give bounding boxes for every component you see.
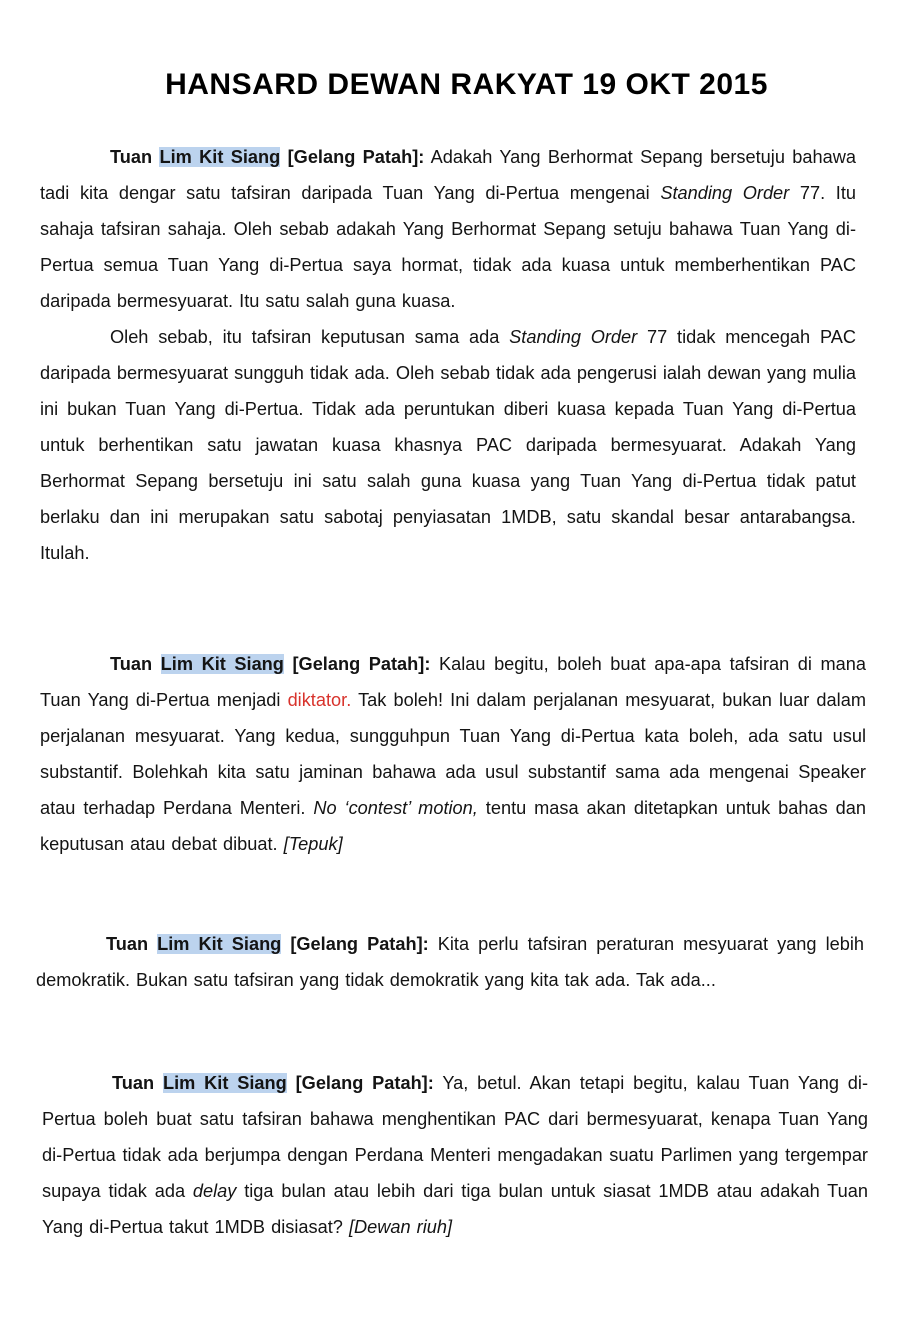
document-title: HANSARD DEWAN RAKYAT 19 OKT 2015 bbox=[165, 68, 768, 101]
highlighted-word: diktator. bbox=[287, 690, 352, 710]
speech-block-1 bbox=[40, 139, 856, 571]
speaker-name-highlight: Lim Kit Siang bbox=[162, 1073, 287, 1093]
speaker-name-highlight: Lim Kit Siang bbox=[160, 654, 284, 674]
speech-paragraph: Tuan Lim Kit Siang [Gelang Patah]: Kalau begitu, boleh buat apa-apa tafsiran di mana Tuan Yang di-Pertua menjadi diktator. Tak boleh! Ini dalam perjalanan mesyuarat, bukan luar dalam perjalanan mesyuarat. Yang kedua, sungguhpun Tuan Yang di-Pertua kata boleh, ada satu usul substantif. Bolehkah kita satu jaminan bahawa ada usul substantif sama ada mengenai Speaker atau terhadap Perdana Menteri. No ‘contest’ motion, tentu masa akan ditetapkan untuk bahas dan keputusan atau debat dibuat. [Tepuk] bbox=[40, 654, 867, 854]
speaker-name-highlight: Lim Kit Siang bbox=[157, 934, 282, 954]
speaker-label: Tuan Lim Kit Siang [Gelang Patah]: bbox=[110, 147, 425, 167]
speech-paragraph: Tuan Lim Kit Siang [Gelang Patah]: Ya, betul. Akan tetapi begitu, kalau Tuan Yang di-Pertua boleh buat satu tafsiran bahawa menghentikan PAC dari bermesyuarat, kenapa Tuan Yang di-Pertua tidak ada berjumpa dengan Perdana Menteri mengadakan suatu Parlimen yang tergempar supaya tidak ada delay tiga bulan atau lebih dari tiga bulan untuk siasat 1MDB atau adakah Tuan Yang di-Pertua takut 1MDB disiasat? [Dewan riuh] bbox=[42, 1073, 869, 1237]
interjection: [Dewan riuh] bbox=[348, 1217, 453, 1237]
speech-paragraph: Oleh sebab, itu tafsiran keputusan sama ada Standing Order 77 tidak mencegah PAC daripada bermesyuarat sungguh tidak ada. Oleh sebab tidak ada pengerusi ialah dewan yang mulia ini bukan Tuan Yang di-Pertua. Tidak ada peruntukan diberi kuasa kepada Tuan Yang di-Pertua untuk berhentikan satu jawatan kuasa khasnya PAC daripada bermesyuarat. Adakah Yang Berhormat Sepang bersetuju ini satu salah guna kuasa yang Tuan Yang di-Pertua tidak patut berlaku dan ini merupakan satu sabotaj penyiasatan 1MDB, satu skandal besar antarabangsa. Itulah. bbox=[40, 327, 856, 563]
speaker-name-highlight: Lim Kit Siang bbox=[159, 147, 281, 167]
speaker-label: Tuan Lim Kit Siang [Gelang Patah]: bbox=[112, 1073, 434, 1093]
speech-block-2 bbox=[40, 646, 866, 862]
speaker-label: Tuan Lim Kit Siang [Gelang Patah]: bbox=[110, 654, 431, 674]
speech-paragraph: Tuan Lim Kit Siang [Gelang Patah]: Kita perlu tafsiran peraturan mesyuarat yang lebih demokratik. Bukan satu tafsiran yang tidak demokratik yang kita tak ada. Tak ada... bbox=[36, 934, 864, 990]
speech-block-3 bbox=[36, 926, 864, 998]
speech-paragraph: Tuan Lim Kit Siang [Gelang Patah]: Adakah Yang Berhormat Sepang bersetuju bahawa tadi kita dengar satu tafsiran daripada Tuan Yang di-Pertua mengenai Standing Order 77. Itu sahaja tafsiran sahaja. Oleh sebab adakah Yang Berhormat Sepang setuju bahawa Tuan Yang di-Pertua semua Tuan Yang di-Pertua saya hormat, tidak ada kuasa untuk memberhentikan PAC daripada bermesyuarat. Itu satu salah guna kuasa. bbox=[40, 147, 857, 311]
speech-block-4 bbox=[42, 1065, 868, 1245]
interjection: [Tepuk] bbox=[283, 834, 343, 854]
speaker-label: Tuan Lim Kit Siang [Gelang Patah]: bbox=[106, 934, 429, 954]
